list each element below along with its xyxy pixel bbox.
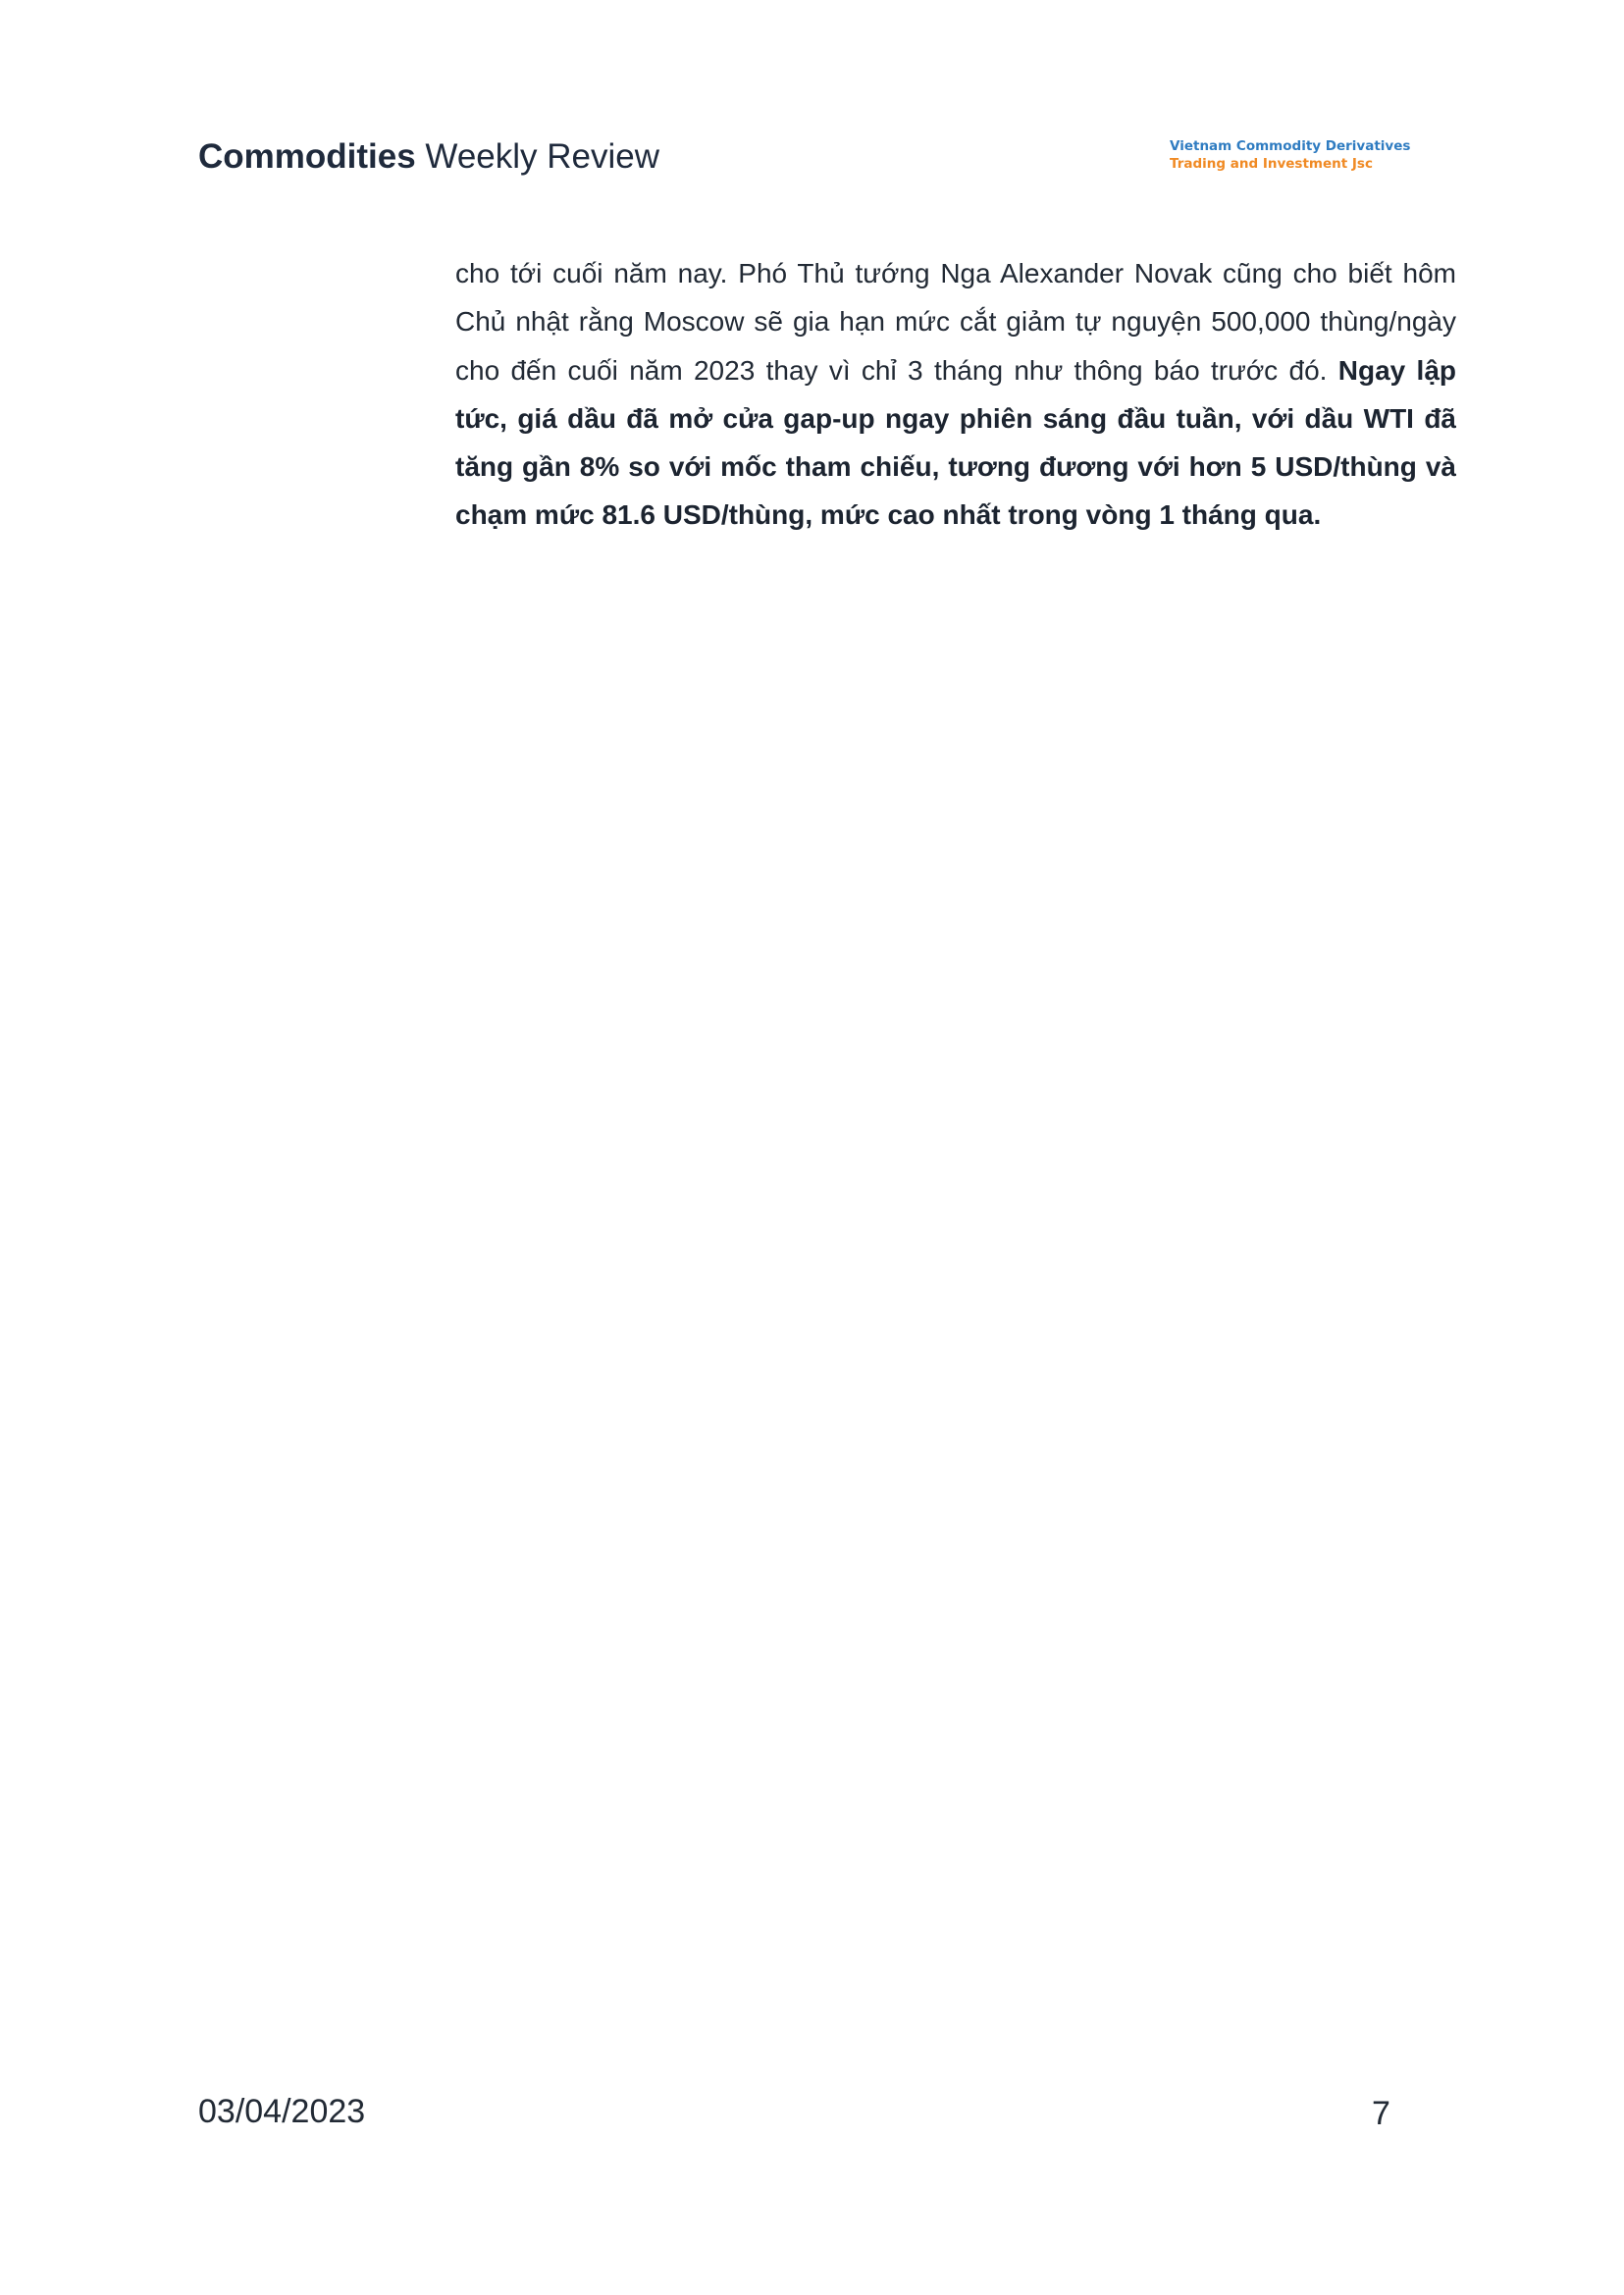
logo-line-subtitle: Trading and Investment Jsc <box>1170 156 1373 172</box>
header-title-bold: Commodities <box>198 137 416 176</box>
footer-page-number: 7 <box>1372 2095 1390 2132</box>
paragraph-bold-text: Ngay lập tức, giá dầu đã mở cửa gap-up ngay phiên sáng đầu tuần, với dầu WTI đã tăng gần 8% so với mốc tham chiếu, tương đương với hơn 5 USD/thùng và chạm mức 81.6 USD/thùng, mức cao nhất trong vòng 1 tháng qua. <box>455 354 1456 531</box>
footer-date: 03/04/2023 <box>198 2093 366 2130</box>
article-paragraph <box>455 249 1456 540</box>
logo-line-company: Vietnam Commodity Derivatives <box>1170 138 1411 154</box>
company-logo <box>1170 137 1410 173</box>
header-title-rest: Weekly Review <box>415 137 660 176</box>
page-header-title <box>198 135 659 179</box>
paragraph-regular-text: cho tới cuối năm nay. Phó Thủ tướng Nga Alexander Novak cũng cho biết hôm Chủ nhật rằng Moscow sẽ gia hạn mức cắt giảm tự nguyện 500,000 thùng/ngày cho đến cuối năm 2023 thay vì chỉ 3 tháng như thông báo trước đó. <box>455 258 1456 386</box>
